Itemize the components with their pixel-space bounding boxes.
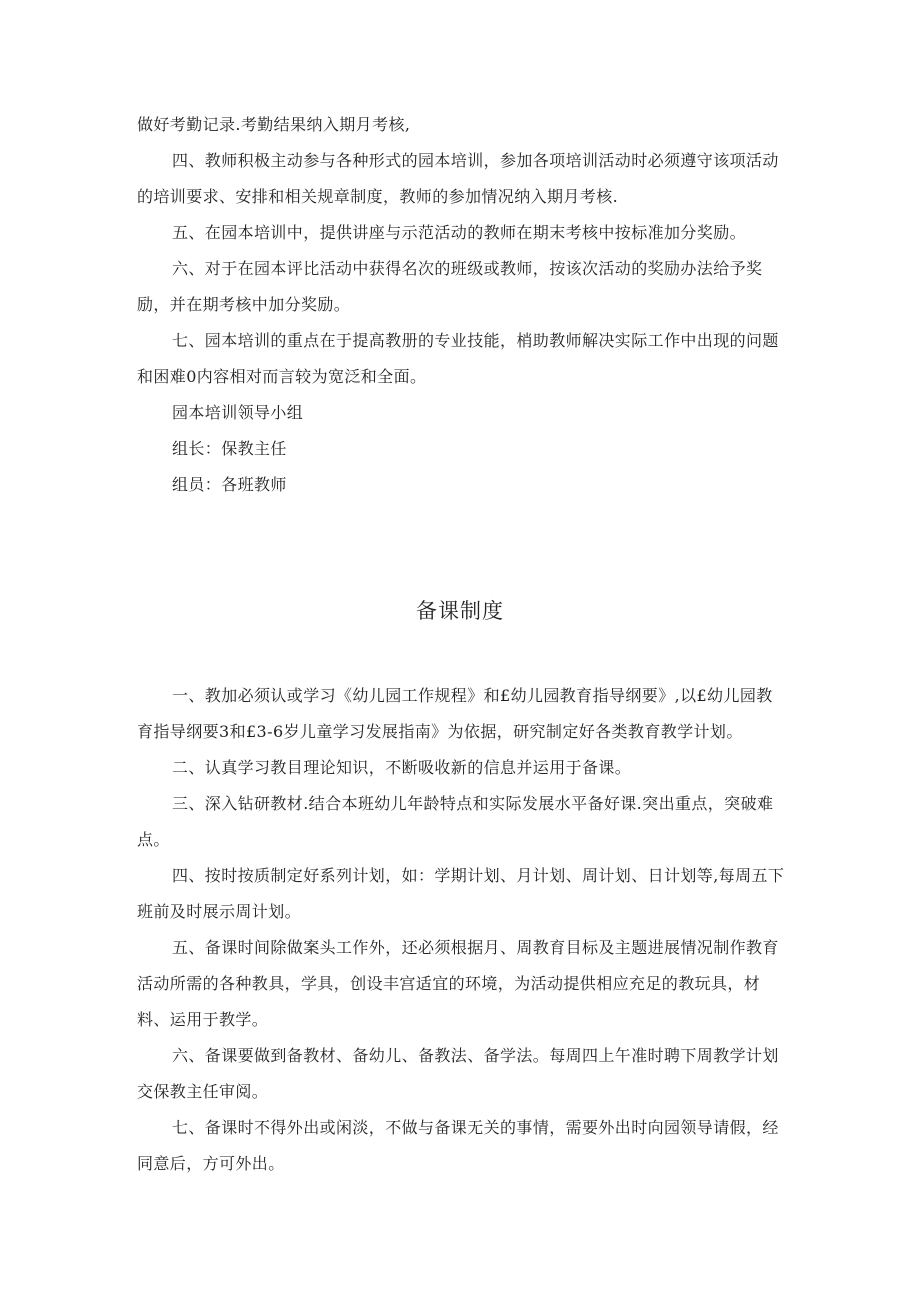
group-members: 组员：各班教师: [172, 475, 287, 494]
lesson-prep-section: [137, 678, 787, 1182]
rule-seven: 七、备课时不得外出或闲淡，不做与备课无关的事情，需要外出时向园领导请假，经同意后，方可外出。: [137, 1118, 779, 1173]
group-title: 园本培训领导小组: [172, 403, 304, 422]
paragraph-continuation: 做好考勤记录.考勤结果纳入期月考核,: [137, 115, 411, 134]
rule-two: 二、认真学习教目理论知识，不断吸收新的信息并运用于备课。: [172, 758, 632, 777]
rule-five: 五、备课时间除做案头工作外，还必须根据月、周教育目标及主题进展情况制作教育活动所需的各种教具，学具，创设丰宫适宜的环境，为活动提供相应充足的教玩具，材料、运用于教学。: [137, 938, 779, 1029]
section-title: 备课制度: [416, 599, 504, 623]
paragraph-five: 五、在园本培训中，提供讲座与示范活动的教师在期末考核中按标准加分奖励。: [172, 223, 747, 242]
rule-one: 一、教加必须认或学习《幼儿园工作规程》和£幼儿园教育指导纲要》,以£幼儿园教育指导纲要3和£3-6岁儿童学习发展指南》为依据，研究制定好各类教育教学计划。: [137, 686, 773, 741]
rule-six: 六、备课要做到备教材、备幼儿、备教法、备学法。每周四上午准时聘下周教学计划交保教主任审阅。: [137, 1046, 779, 1101]
paragraph-seven: 七、园本培训的重点在于提高教册的专业技能，梢助教师解决实际工作中出现的问题和困难0内容相对而言较为宽泛和全面。: [137, 331, 779, 386]
paragraph-six: 六、对于在园本评比活动中获得名次的班级或教师，按该次活动的奖励办法给予奖励，并在期考核中加分奖励。: [137, 259, 763, 314]
rule-three: 三、深入钻研教材.结合本班幼儿年龄特点和实际发展水平备好课.突出重点，突破难点。: [137, 794, 774, 849]
paragraph-four: 四、教师积极主动参与各种形式的园本培训，参加各项培训活动时必须遵守该项活动的培训要求、安排和相关规章制度，教师的参加情况纳入期月考核.: [137, 151, 779, 206]
group-leader: 组长：保教主任: [172, 439, 287, 458]
rule-four: 四、按时按质制定好系列计划，如：学期计划、月计划、周计划、日计划等,每周五下班前及时展示周计划。: [137, 866, 785, 921]
training-section: [137, 107, 787, 503]
